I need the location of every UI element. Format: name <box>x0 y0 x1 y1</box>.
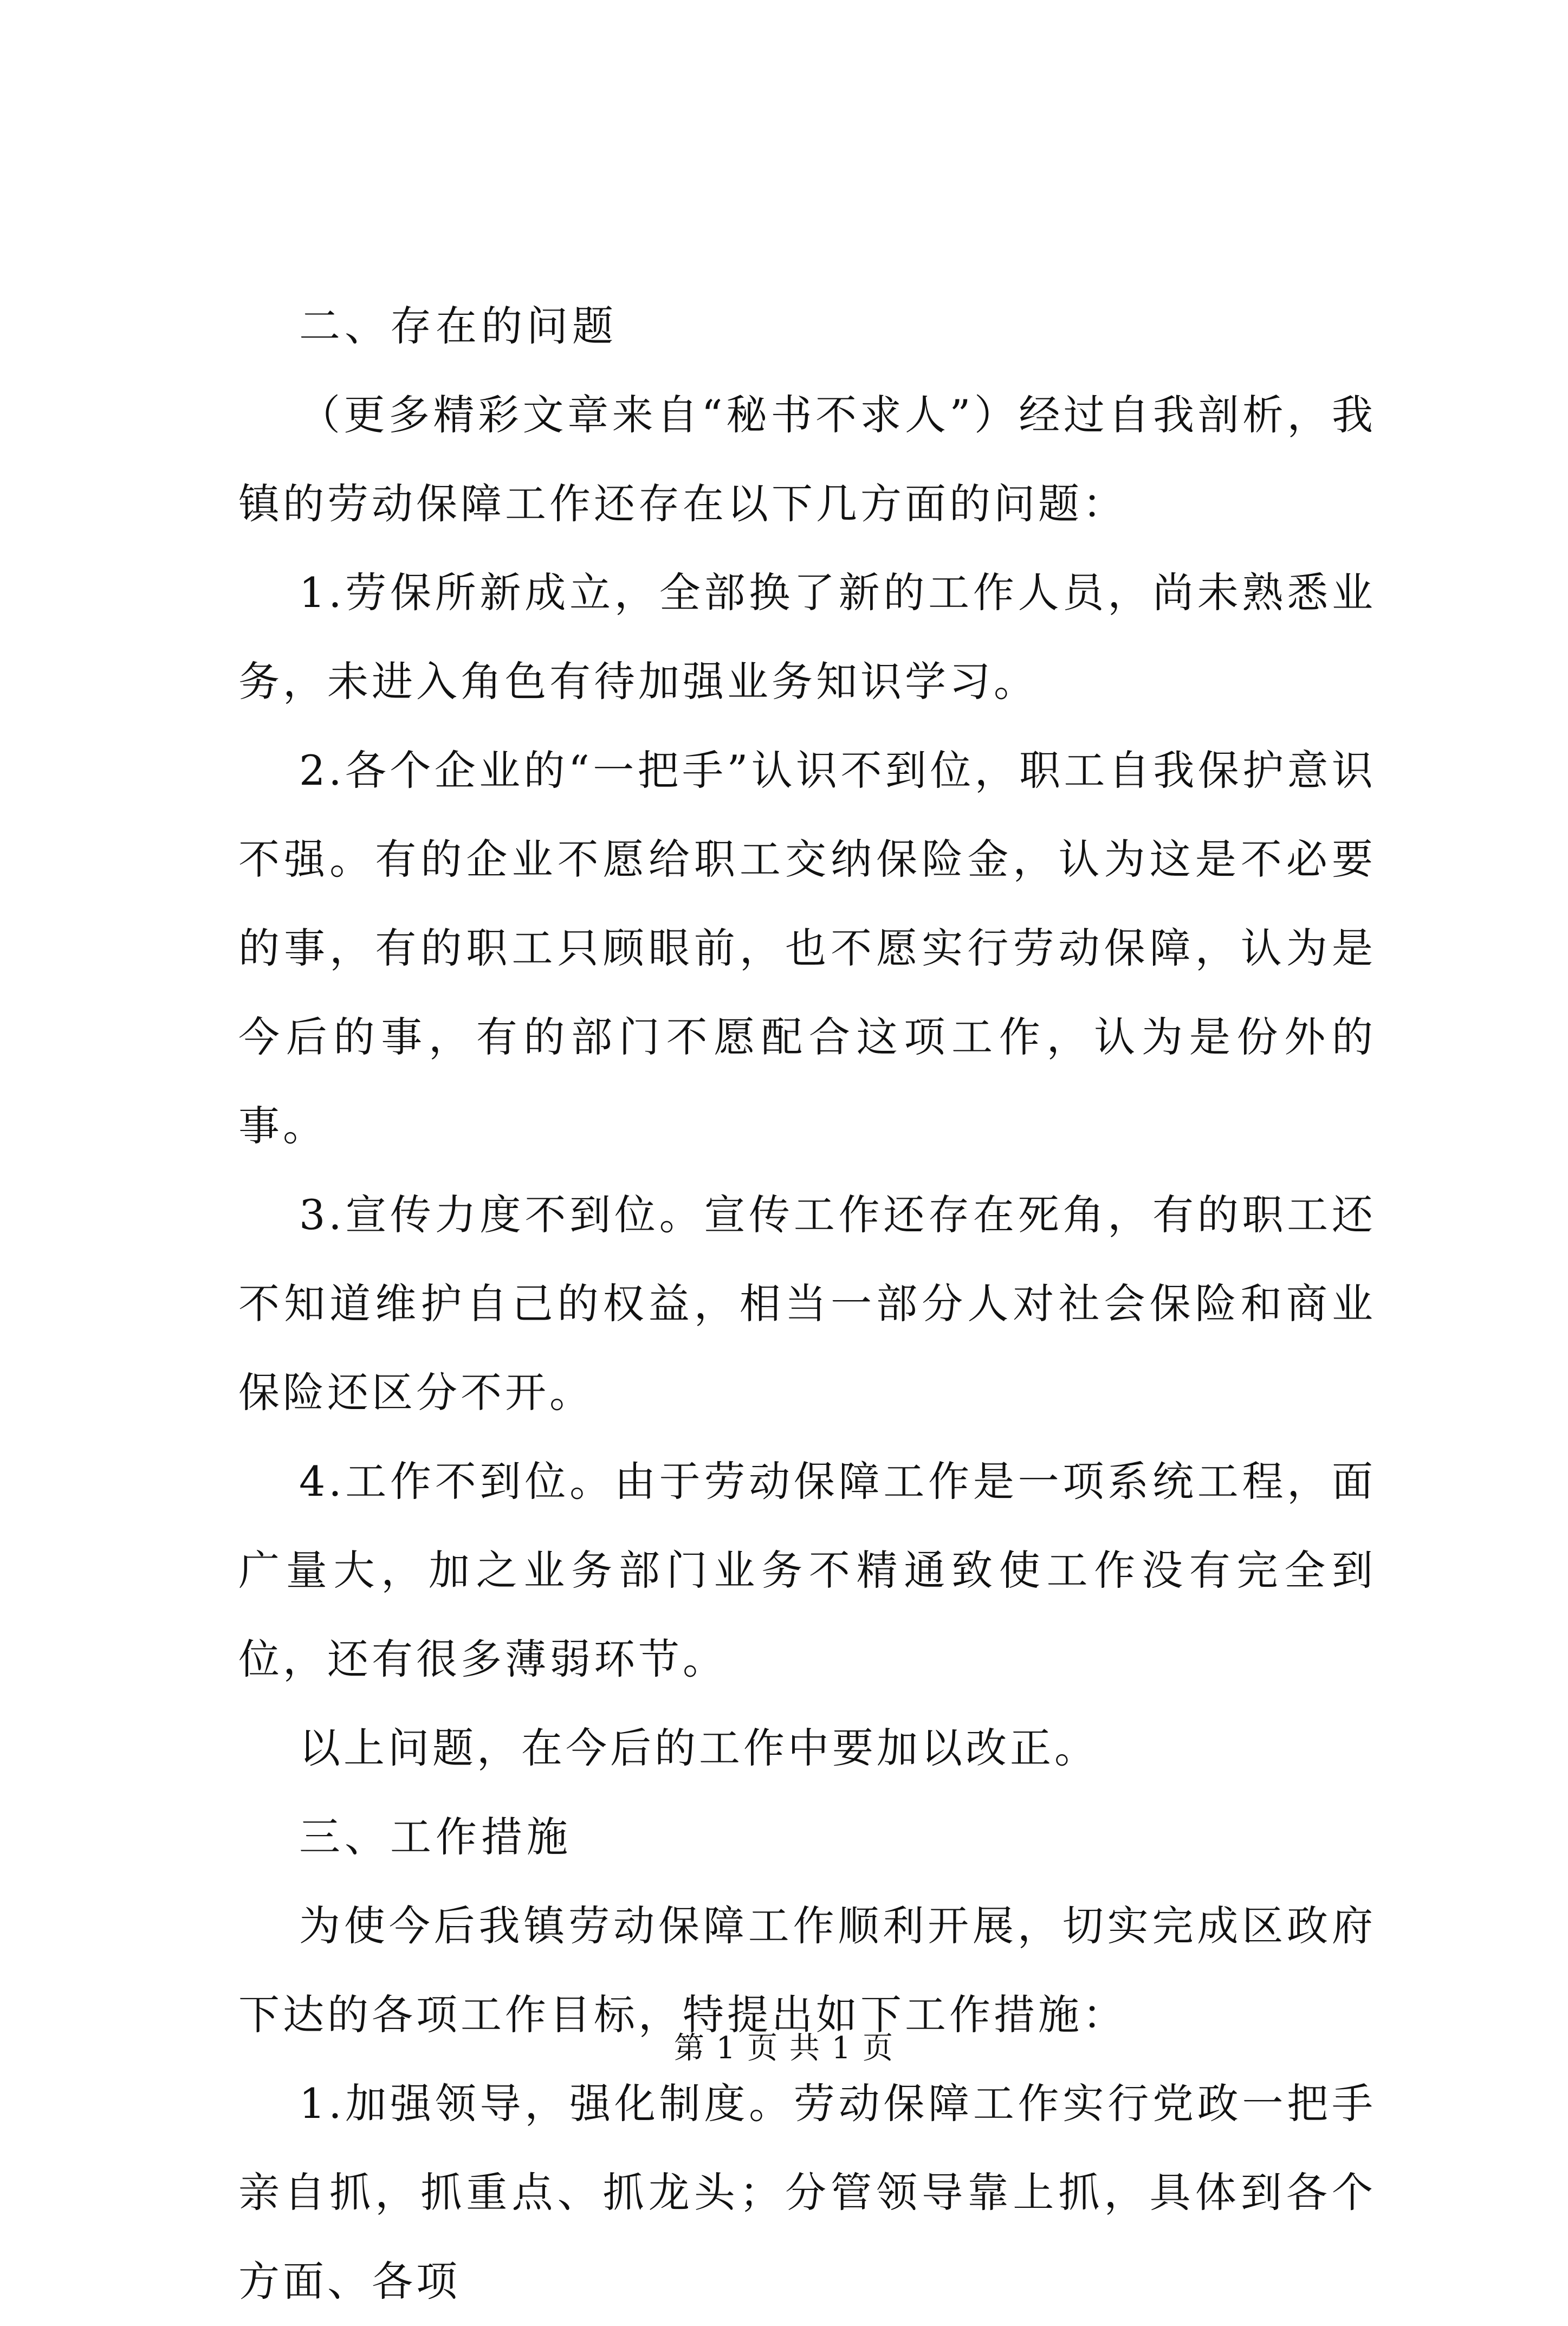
paragraph-intro-problems: （更多精彩文章来自“秘书不求人”）经过自我剖析，我镇的劳动保障工作还存在以下几方面的问题： <box>238 391 1376 528</box>
paragraph-problem-2: 2.各个企业的“一把手”认识不到位，职工自我保护意识不强。有的企业不愿给职工交纳保险金，认为这是不必要的事，有的职工只顾眼前，也不愿实行劳动保障，认为是今后的事，有的部门不愿配合这项工作，认为是份外的事。 <box>238 746 1376 1150</box>
document-body <box>238 282 1376 2326</box>
paragraph-problem-4: 4.工作不到位。由于劳动保障工作是一项系统工程，面广量大，加之业务部门业务不精通致使工作没有完全到位，还有很多薄弱环节。 <box>238 1457 1376 1683</box>
paragraph-measure-1: 1.加强领导，强化制度。劳动保障工作实行党政一把手亲自抓，抓重点、抓龙头；分管领导靠上抓，具体到各个方面、各项 <box>238 2079 1376 2305</box>
page-footer: 第 1 页 共 1 页 <box>673 2031 895 2066</box>
section-heading-problems: 二、存在的问题 <box>299 302 618 350</box>
paragraph-intro-measures: 为使今后我镇劳动保障工作顺利开展，切实完成区政府下达的各项工作目标，特提出如下工作措施： <box>238 1902 1376 2039</box>
section-heading-measures: 三、工作措施 <box>299 1813 572 1861</box>
paragraph-problem-1: 1.劳保所新成立，全部换了新的工作人员，尚未熟悉业务，未进入角色有待加强业务知识学习。 <box>238 568 1376 706</box>
paragraph-summary: 以上问题，在今后的工作中要加以改正。 <box>299 1724 1099 1772</box>
paragraph-problem-3: 3.宣传力度不到位。宣传工作还存在死角，有的职工还不知道维护自己的权益，相当一部分人对社会保险和商业保险还区分不开。 <box>238 1191 1376 1417</box>
